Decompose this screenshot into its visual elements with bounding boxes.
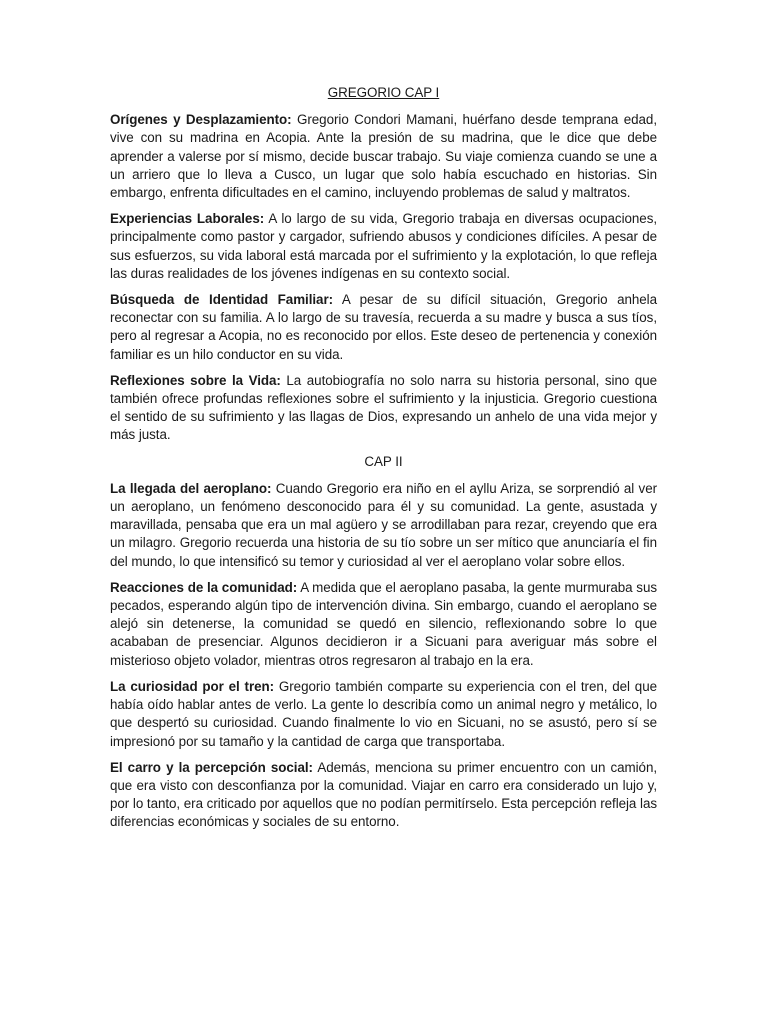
paragraph-lead: Reflexiones sobre la Vida:	[110, 372, 281, 388]
chapter-2-title: CAP II	[364, 453, 403, 469]
paragraph-lead: La llegada del aeroplano:	[110, 480, 272, 496]
chapter-1-title: GREGORIO CAP I	[327, 85, 440, 100]
paragraph-experiencias	[110, 210, 657, 283]
paragraph-carro	[110, 759, 657, 832]
paragraph-busqueda	[110, 291, 657, 364]
paragraph-lead: El carro y la percepción social:	[110, 759, 313, 775]
paragraph-text: A lo largo de su vida, Gregorio trabaja en diversas ocupaciones, principalmente como pastor y cargador, sufriendo abusos y condiciones difíciles. A pesar de sus esfuerzos, su vida laboral está marcada por el sufrimiento y la explotación, lo que refleja las duras realidades de los jóvenes indígenas en su contexto social.	[110, 211, 658, 281]
paragraph-text: Cuando Gregorio era niño en el ayllu Ariza, se sorprendió al ver un aeroplano, un fenómeno desconocido para él y su comunidad. La gente, asustada y maravillada, pensaba que era un mal agüero y se arrodillaban para rezar, creyendo que era un milagro. Gregorio recuerda una historia de su tío sobre un ser mítico que anunciaría el fin del mundo, lo que intensificó su temor y curiosidad al ver el aeroplano volar sobre ellos.	[110, 480, 658, 569]
paragraph-lead: Reacciones de la comunidad:	[110, 579, 298, 595]
paragraph-reacciones	[110, 579, 657, 670]
paragraph-reflexiones	[110, 372, 657, 445]
paragraph-lead: Orígenes y Desplazamiento:	[110, 112, 292, 128]
document-page	[110, 84, 657, 840]
paragraph-text: Gregorio también comparte su experiencia con el tren, del que había oído hablar antes de verlo. La gente lo describía como un animal negro y metálico, lo que despertó su curiosidad. Cuando finalmente lo vio en Sicuani, no se asustó, pero sí se impresionó por su tamaño y la cantidad de carga que transportaba.	[110, 678, 657, 749]
paragraph-lead: La curiosidad por el tren:	[110, 678, 275, 694]
paragraph-lead: Experiencias Laborales:	[110, 211, 265, 227]
paragraph-text: A pesar de su difícil situación, Gregorio anhela reconectar con su familia. A lo largo de su travesía, recuerda a su madre y busca a sus tíos, pero al regresar a Acopia, no es reconocido por ellos. Este deseo de pertenencia y conexión familiar es un hilo conductor en su vida.	[110, 292, 658, 362]
paragraph-text: La autobiografía no solo narra su historia personal, sino que también ofrece profundas reflexiones sobre el sufrimiento y la injusticia. Gregorio cuestiona el sentido de su sufrimiento y las llagas de Dios, expresando un anhelo de una vida mejor y más justa.	[110, 372, 657, 443]
paragraph-text: Además, menciona su primer encuentro con un camión, que era visto con desconfianza por la comunidad. Viajar en carro era considerado un lujo y, por lo tanto, era criticado por aquellos que no podían permitírselo. Esta percepción refleja las diferencias económicas y sociales de su entorno.	[110, 759, 658, 830]
paragraph-lead: Búsqueda de Identidad Familiar:	[110, 292, 334, 308]
paragraph-origenes	[110, 111, 657, 202]
paragraph-aeroplano	[110, 480, 657, 571]
paragraph-text: Gregorio Condori Mamani, huérfano desde temprana edad, vive con su madrina en Acopia. Ante la presión de su madrina, que le dice que debe aprender a valerse por sí mismo, decide buscar trabajo. Su viaje comienza cuando se une a un arriero que lo lleva a Cusco, un lugar que solo había escuchado en historias. Sin embargo, enfrenta dificultades en el camino, incluyendo problemas de salud y maltratos.	[110, 112, 657, 201]
paragraph-text: A medida que el aeroplano pasaba, la gente murmuraba sus pecados, esperando algún tipo de intervención divina. Sin embargo, cuando el aeroplano se alejó sin detenerse, la comunidad se quedó en silencio, reflexionando sobre lo que acababan de presenciar. Algunos decidieron ir a Sicuani para averiguar más sobre el misterioso objeto volador, mientras otros regresaron al trabajo en la era.	[110, 579, 657, 668]
paragraph-tren	[110, 678, 657, 751]
